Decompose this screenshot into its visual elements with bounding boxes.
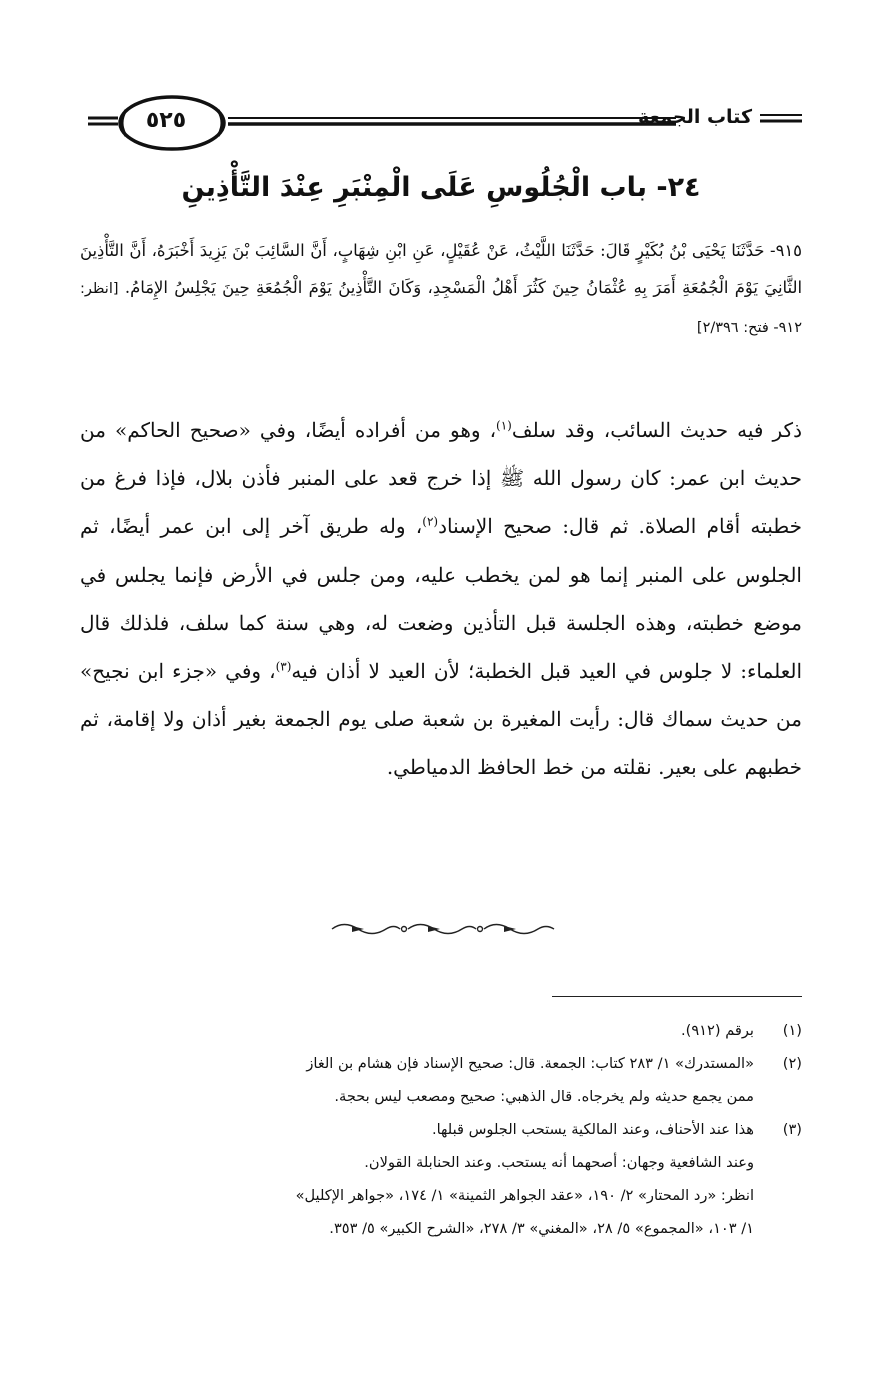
running-header (80, 92, 802, 156)
footnote-line: انظر: «رد المحتار» ٢/ ١٩٠، «عقد الجواهر الثمينة» ١/ ١٧٤، «جواهر الإكليل» (295, 1187, 754, 1204)
running-header-title (638, 106, 802, 128)
commentary-segment: ، وله طريق آخر إلى ابن عمر أيضًا، ثم الجلوس على المنبر إنما هو لمن يخطب عليه، ومن جلس في الأرض فإنما يجلس في موضع خطبته، وهذه الجلسة قبل التأذين وضعت له، وهي سنة كما سلف، فلذلك قال العلماء: لا جلوس في العيد قبل الخطبة؛ لأن العيد لا أذان فيه (80, 514, 802, 684)
book-title: كتاب الجمعة (638, 106, 752, 128)
section-ornament (0, 918, 885, 940)
footnote-number: (٣) (782, 1121, 802, 1138)
commentary-segment: ، وفي «جزء ابن نجيح» من حديث سماك قال: رأيت المغيرة بن شعبة صلى يوم الجمعة بغير أذان ولا إقامة، ثم خطبهم على بعير. نقلته من خط الحافظ الدمياطي. (80, 659, 802, 780)
footnote-separator (552, 996, 802, 997)
footnote-line: وعند الشافعية وجهان: أصحهما أنه يستحب. وعند الحنابلة القولان. (364, 1154, 754, 1171)
ornament-divider-icon (328, 918, 558, 940)
header-title-rule (760, 111, 802, 125)
footnote-line: ١/ ١٠٣، «المجموع» ٥/ ٢٨، «المغني» ٣/ ٢٧٨، «الشرح الكبير» ٥/ ٣٥٣. (329, 1220, 754, 1237)
commentary-paragraph (80, 406, 802, 792)
footnote-item (80, 1014, 802, 1047)
hadith-reference: [انظر: ٩١٢- فتح: ٢/٣٩٦] (80, 281, 802, 336)
footnote-number: (٢) (782, 1055, 802, 1072)
page-number: ٥٢٥ (145, 107, 187, 133)
chapter-heading: ٢٤- باب الْجُلُوسِ عَلَى الْمِنْبَرِ عِنْدَ التَّأْذِينِ (181, 172, 701, 203)
footnote-line: ممن يجمع حديثه ولم يخرجاه. قال الذهبي: صحيح ومصعب ليس بحجة. (334, 1088, 754, 1105)
commentary-segment: ذكر فيه حديث السائب، وقد سلف (511, 418, 802, 442)
hadith-text: ٩١٥- حَدَّثَنَا يَحْيَى بْنُ بُكَيْرٍ قَالَ: حَدَّثَنَا اللَّيْثُ، عَنْ عُقَيْلٍ، عَنِ ابْنِ شِهَابٍ، أَنَّ السَّائِبَ بْنَ يَزِيدَ أَخْبَرَهُ، أَنَّ التَّأْذِينَ الثَّانِيَ يَوْمَ الْجُمُعَةِ أَمَرَ بِهِ عُثْمَانُ حِينَ كَثُرَ أَهْلُ الْمَسْجِدِ، وَكَانَ التَّأْذِينُ يَوْمَ الْجُمُعَةِ حِينَ يَجْلِسُ الإِمَامُ. (80, 241, 802, 297)
footnote-line: هذا عند الأحناف، وعند المالكية يستحب الجلوس قبلها. (431, 1121, 754, 1138)
footnote-item (80, 1113, 802, 1245)
footnotes (80, 1014, 802, 1245)
footnote-body (80, 1047, 754, 1113)
footnote-marker: (١) (496, 418, 512, 433)
footnote-number: (١) (782, 1022, 802, 1039)
footnote-marker: (٣) (275, 659, 292, 674)
hadith-paragraph (80, 232, 802, 347)
footnote-body (80, 1113, 754, 1245)
commentary-segment: ، وهو من أفراده أيضًا، وفي «صحيح الحاكم» من حديث ابن عمر: كان رسول الله ﷺ إذا خرج قعد على المنبر فأذن بلال، فإذا فرغ من خطبته أقام الصلاة. ثم قال: صحيح الإسناد (80, 418, 802, 539)
commentary-block (80, 406, 802, 792)
footnote-line: «المستدرك» ١/ ٢٨٣ كتاب: الجمعة. قال: صحيح الإسناد فإن هشام بن الغاز (306, 1055, 754, 1072)
footnote-line: برقم (٩١٢). (681, 1022, 754, 1039)
footnote-body (80, 1014, 754, 1047)
footnote-item (80, 1047, 802, 1113)
hadith-block (80, 232, 802, 347)
footnote-marker: (٢) (422, 514, 439, 529)
